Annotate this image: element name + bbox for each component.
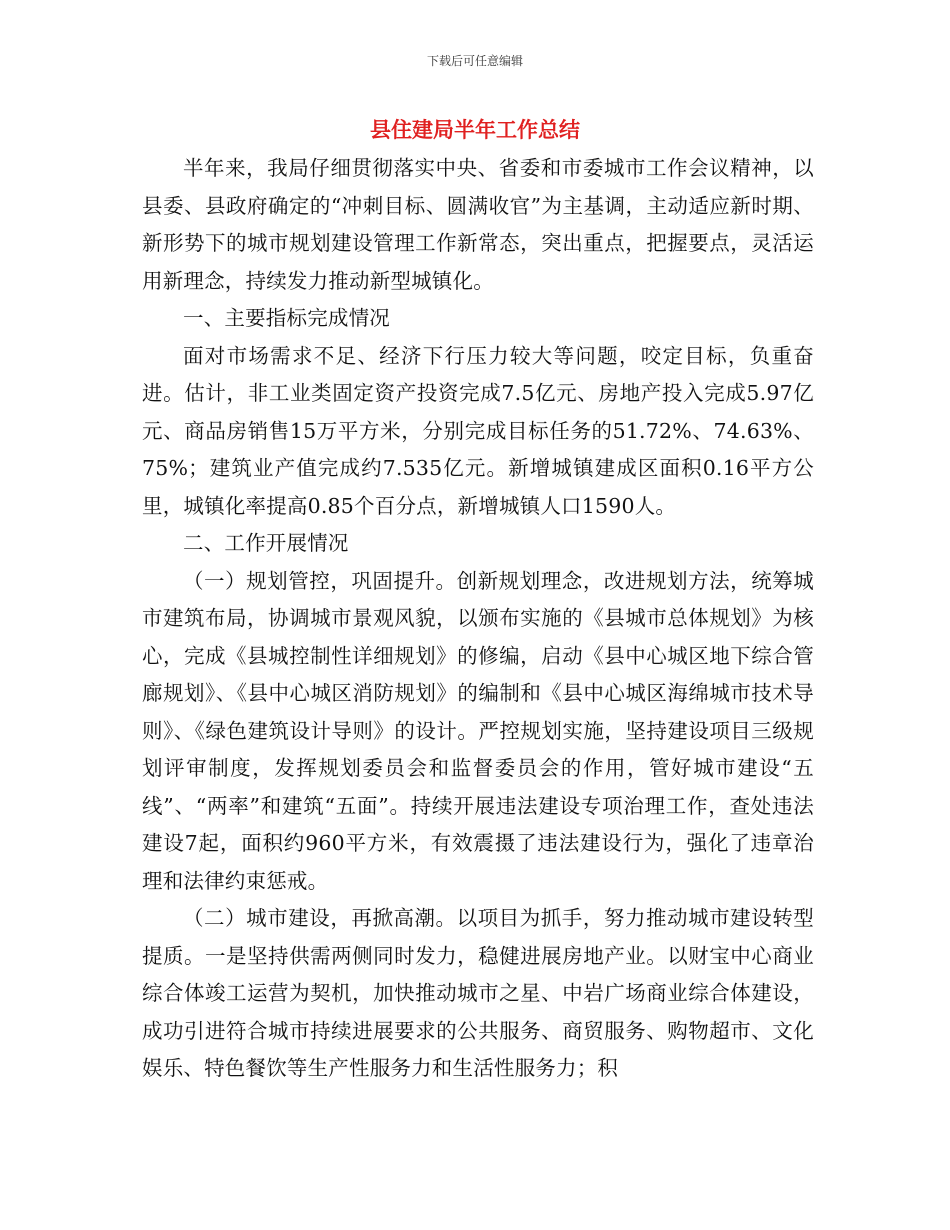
section-heading-work: 二、工作开展情况 xyxy=(183,531,349,555)
intro-paragraph: 半年来，我局仔细贯彻落实中央、省委和市委城市工作会议精神，以县委、县政府确定的“冲刺目标、圆满收官”为主基调，主动适应新时期、新形势下的城市规划建设管理工作新常态，突出重点，把握要点，灵活运用新理念，持续发力推动新型城镇化。 xyxy=(142,156,814,293)
planning-paragraph: （一）规划管控，巩固提升。创新规划理念，改进规划方法，统筹城市建筑布局，协调城市景观风貌，以颁布实施的《县城市总体规划》为核心，完成《县城控制性详细规划》的修编，启动《县中心城区地下综合管廊规划》、《县中心城区消防规划》的编制和《县中心城区海绵城市技术导则》、《绿色建筑设计导则》的设计。严控规划实施，坚持建设项目三级规划评审制度，发挥规划委员会和监督委员会的作用，管好城市建设“五线”、“两率”和建筑“五面”。持续开展违法建设专项治理工作，查处违法建设7起，面积约960平方米，有效震摄了违法建设行为，强化了违章治理和法律约束惩戒。 xyxy=(142,568,814,893)
page-header-note: 下载后可任意编辑 xyxy=(426,54,523,68)
construction-paragraph: （二）城市建设，再掀高潮。以项目为抓手，努力推动城市建设转型提质。一是坚持供需两侧同时发力，稳健进展房地产业。以财宝中心商业综合体竣工运营为契机，加快推动城市之星、中岩广场商业综合体建设，成功引进符合城市持续进展要求的公共服务、商贸服务、购物超市、文化娱乐、特色餐饮等生产性服务力和生活性服务力；积 xyxy=(142,906,814,1080)
indicators-paragraph: 面对市场需求不足、经济下行压力较大等问题，咬定目标，负重奋进。估计，非工业类固定资产投资完成7.5亿元、房地产投入完成5.97亿元、商品房销售15万平方米，分别完成目标任务的51.72%、74.63%、75%；建筑业产值完成约7.535亿元。新增城镇建成区面积0.16平方公里，城镇化率提高0.85个百分点，新增城镇人口1590人。 xyxy=(142,343,814,518)
document-title: 县住建局半年工作总结 xyxy=(370,118,580,142)
section-heading-indicators: 一、主要指标完成情况 xyxy=(183,306,390,330)
document-body xyxy=(142,150,814,1088)
